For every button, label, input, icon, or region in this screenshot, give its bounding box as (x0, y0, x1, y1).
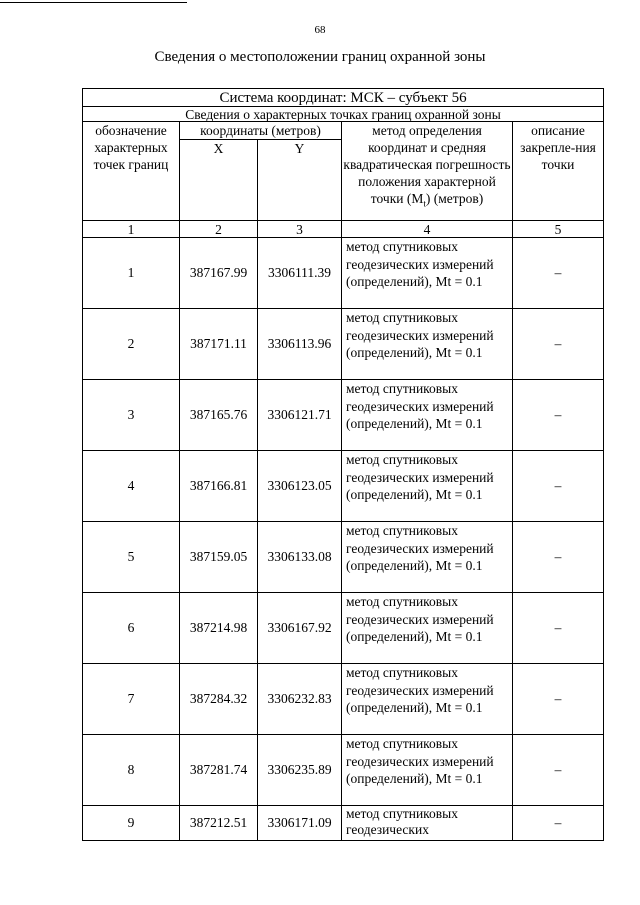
x-coordinate: 387166.81 (180, 451, 258, 522)
point-id: 1 (83, 238, 180, 309)
method: метод спутниковых геодезических измерений (определений), Mt = 0.1 (342, 522, 513, 593)
point-id: 8 (83, 735, 180, 806)
y-coordinate: 3306111.39 (258, 238, 342, 309)
point-description: – (513, 380, 604, 451)
table-row (83, 238, 604, 309)
page-number: 68 (314, 24, 326, 36)
point-description: – (513, 309, 604, 380)
table-row (83, 451, 604, 522)
y-coordinate: 3306123.05 (258, 451, 342, 522)
coordinates-table (82, 88, 604, 841)
method: метод спутниковых геодезических измерений (определений), Mt = 0.1 (342, 380, 513, 451)
method: метод спутниковых геодезических измерений (определений), Mt = 0.1 (342, 664, 513, 735)
method: метод спутниковых геодезических (342, 806, 513, 841)
point-description: – (513, 664, 604, 735)
x-coordinate: 387159.05 (180, 522, 258, 593)
point-id: 3 (83, 380, 180, 451)
header-method (342, 122, 513, 221)
point-description: – (513, 238, 604, 309)
column-number-2: 2 (180, 221, 258, 238)
point-description: – (513, 522, 604, 593)
page-title: Сведения о местоположении границ охранной зоны (154, 49, 486, 65)
y-coordinate: 3306133.08 (258, 522, 342, 593)
x-coordinate: 387167.99 (180, 238, 258, 309)
header-coordinates: координаты (метров) (180, 122, 342, 140)
x-coordinate: 387171.11 (180, 309, 258, 380)
point-id: 5 (83, 522, 180, 593)
point-id: 7 (83, 664, 180, 735)
column-number-1: 1 (83, 221, 180, 238)
header-description: описание закрепле-ния точки (513, 122, 604, 221)
column-number-3: 3 (258, 221, 342, 238)
table-row (83, 735, 604, 806)
method: метод спутниковых геодезических измерений (определений), Mt = 0.1 (342, 593, 513, 664)
y-coordinate: 3306171.09 (258, 806, 342, 841)
point-description: – (513, 735, 604, 806)
top-rule (0, 2, 187, 3)
method: метод спутниковых геодезических измерений (определений), Mt = 0.1 (342, 451, 513, 522)
method: метод спутниковых геодезических измерений (определений), Mt = 0.1 (342, 238, 513, 309)
header-x: X (180, 140, 258, 221)
point-id: 9 (83, 806, 180, 841)
x-coordinate: 387214.98 (180, 593, 258, 664)
point-description: – (513, 451, 604, 522)
table-row (83, 380, 604, 451)
point-id: 6 (83, 593, 180, 664)
table-row (83, 593, 604, 664)
x-coordinate: 387284.32 (180, 664, 258, 735)
header-method-end: ) (метров) (425, 191, 484, 206)
x-coordinate: 387165.76 (180, 380, 258, 451)
table-row (83, 309, 604, 380)
point-description: – (513, 806, 604, 841)
table-row (83, 806, 604, 841)
y-coordinate: 3306232.83 (258, 664, 342, 735)
header-method-text: метод определения координат и средняя квадратическая погрешность положения характерной точки (M (343, 123, 511, 206)
y-coordinate: 3306121.71 (258, 380, 342, 451)
y-coordinate: 3306167.92 (258, 593, 342, 664)
table-subtitle: Сведения о характерных точках границ охранной зоны (83, 107, 604, 122)
method: метод спутниковых геодезических измерений (определений), Mt = 0.1 (342, 309, 513, 380)
column-number-4: 4 (342, 221, 513, 238)
header-designation: обозначение характерных точек границ (83, 122, 180, 221)
x-coordinate: 387212.51 (180, 806, 258, 841)
column-number-5: 5 (513, 221, 604, 238)
header-y: Y (258, 140, 342, 221)
point-id: 2 (83, 309, 180, 380)
table-row (83, 522, 604, 593)
point-description: – (513, 593, 604, 664)
x-coordinate: 387281.74 (180, 735, 258, 806)
method: метод спутниковых геодезических измерений (определений), Mt = 0.1 (342, 735, 513, 806)
coordinate-system: Система координат: МСК – субъект 56 (83, 89, 604, 107)
table-row (83, 664, 604, 735)
header-method-subscript: t (423, 198, 426, 209)
y-coordinate: 3306113.96 (258, 309, 342, 380)
y-coordinate: 3306235.89 (258, 735, 342, 806)
point-id: 4 (83, 451, 180, 522)
